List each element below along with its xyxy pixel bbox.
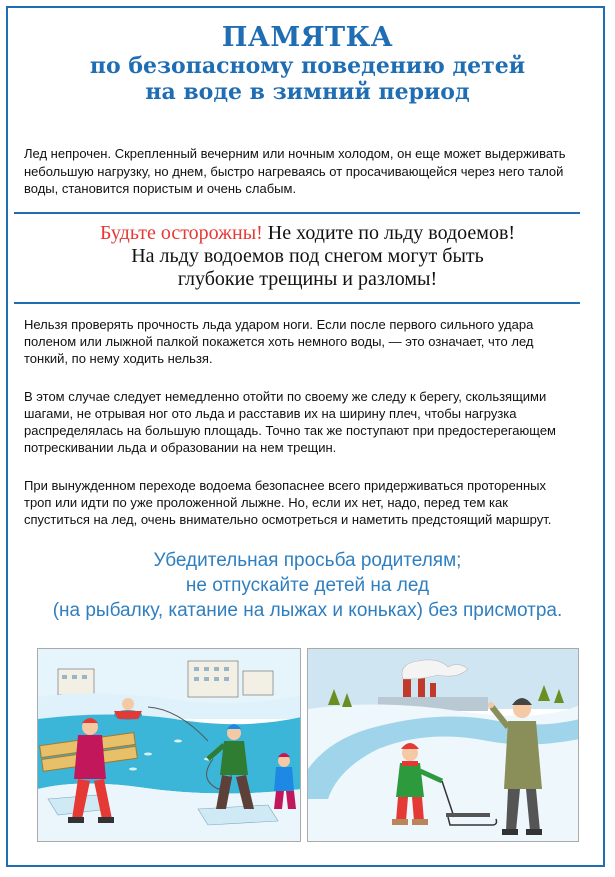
intro-paragraph: Лед непрочен. Скрепленный вечерним или ночным холодом, он еще может выдерживать небольшую нагрузку, но днем, быстро нагреваясь от просачивающейся через него талой воды, становится пористым и очень слабым. bbox=[24, 146, 566, 196]
plea-line-3: (на рыбалку, катание на лыжах и коньках) без присмотра. bbox=[52, 600, 563, 621]
parents-plea bbox=[0, 548, 615, 623]
divider-bottom bbox=[14, 302, 580, 304]
plea-line-2: не отпускайте детей на лед bbox=[185, 575, 430, 596]
plea-line-1: Убедительная просьба родителям; bbox=[153, 550, 462, 571]
title-line-1: ПАМЯТКА bbox=[221, 22, 394, 53]
title-line-3: на воде в зимний период bbox=[145, 78, 470, 105]
warning-line-2: На льду водоемов под снегом могут быть bbox=[131, 245, 484, 267]
paragraph-3: При вынужденном переходе водоема безопаснее всего придерживаться проторенных троп или идти по уже проложенной лыжне. Но, если их нет, надо, перед тем как спуститься на лед, очень внимательно осмотреться и наметить предстоящий маршрут. bbox=[24, 478, 552, 527]
page-title bbox=[0, 22, 615, 106]
ice-rescue-illustration bbox=[37, 648, 301, 842]
paragraph-2: В этом случае следует немедленно отойти по своему же следу к берегу, скользящими шагами, не отрывая ног ото льда и расставив их на ширину плеч, чтобы нагрузка распределялась на большую площадь. Точно так же поступают при предостерегающем потрескивании льда и образовании на нем трещин. bbox=[24, 389, 556, 455]
title-line-2: по безопасному поведению детей bbox=[89, 52, 526, 79]
paragraph-1: Нельзя проверять прочность льда ударом ноги. Если после первого сильного удара поленом или лыжной палкой покажется хоть немного воды, — это означает, что лед тонкий, по нему ходить нельзя. bbox=[24, 317, 534, 366]
warning-block bbox=[0, 222, 615, 291]
warning-red-text: Будьте осторожны! bbox=[99, 222, 263, 244]
warning-line-3: глубокие трещины и разломы! bbox=[177, 268, 438, 290]
divider-top bbox=[14, 212, 580, 214]
winter-walk-illustration bbox=[307, 648, 579, 842]
warning-line-1: Не ходите по льду водоемов! bbox=[262, 222, 516, 244]
